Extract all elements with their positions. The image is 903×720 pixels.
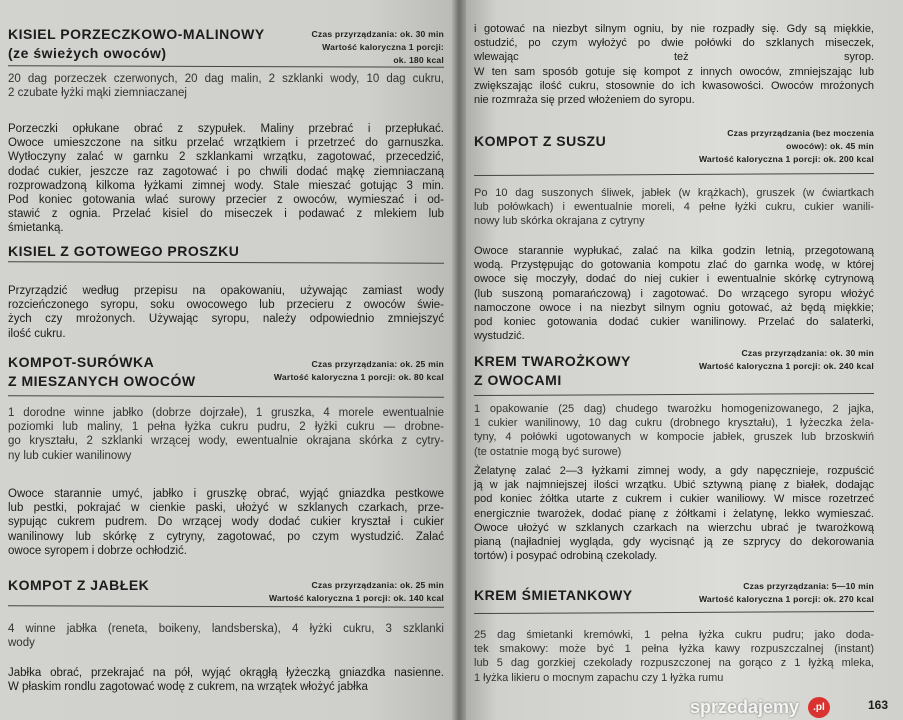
recipe-title bbox=[8, 242, 239, 261]
recipe-title-line: KREM ŚMIETANKOWY bbox=[474, 587, 633, 603]
recipe-method-line: Owoce ułożyć w szklanych czarkach na wierzchu ubrać je twarożkową bbox=[474, 521, 874, 534]
recipe-ingredients bbox=[474, 628, 874, 685]
recipe-meta bbox=[311, 28, 444, 67]
continued-method-line: W ten sam sposób gotuje się kompot z innych owoców, zmniejszając lub bbox=[474, 65, 874, 78]
recipe-title bbox=[474, 352, 631, 390]
recipe-title bbox=[8, 576, 149, 595]
recipe-title bbox=[474, 132, 606, 151]
recipe-method-line: Owoce starannie wypłukać, zalać na kilka godzin letnią, przegotowaną bbox=[474, 245, 874, 257]
continued-method bbox=[474, 22, 874, 107]
recipe-title-line: Z MIESZANYCH OWOCÓW bbox=[8, 373, 196, 389]
recipe-title bbox=[8, 353, 196, 391]
recipe-title-line: KOMPOT Z JABŁEK bbox=[8, 577, 150, 593]
recipe-ingredients-line: 20 dag porzeczek czerwonych, 20 dag malin, 2 szklanki wody, 10 dag cukru, bbox=[8, 73, 444, 85]
recipe-method-line: wystudzić. bbox=[474, 330, 525, 343]
recipe-method-line: Porzeczki opłukane obrać z szypułek. Maliny przebrać i przepłukać. bbox=[8, 123, 444, 135]
recipe-method-line: żych czy mrożonych. Używając syropu, należy odpowiednio zmniejszyć bbox=[8, 313, 444, 326]
recipe-method-line: ją w jak najmniejszej ilości wrzątku. Ubić sztywną pianę z białek, dodając bbox=[474, 479, 874, 492]
recipe-method-line: rozcieńczonego syropu, soku owocowego lub przecieru z owoców świe- bbox=[8, 299, 444, 312]
continued-method-line: ostudzić, po czym wyłożyć po dwie połówki do szklanych miseczek, bbox=[474, 37, 874, 50]
recipe-meta-line: Wartość kaloryczna 1 porcji: bbox=[322, 42, 444, 52]
recipe-meta bbox=[699, 347, 874, 373]
recipe-method bbox=[8, 487, 444, 558]
recipe-method-line: Owoce umieszczone na sitku przelać wrzątkiem i przetrzeć do garnuszka. bbox=[8, 137, 444, 150]
book-gutter bbox=[452, 0, 466, 720]
recipe-method-line: ilość cukru. bbox=[8, 327, 66, 340]
recipe-method-line: śmietanką. bbox=[8, 222, 64, 235]
recipe-method-line: pod koniec żółtka utarte z cukrem i cukier waniliowy. W misce rozetrzeć bbox=[474, 493, 874, 506]
recipe-ingredients-line: lub połówkach) i ewentualnie moreli, 4 pełne łyżki cukru, cukier wanili- bbox=[474, 201, 874, 214]
continued-method-line: nie rozmraża się przed włożeniem do syropu. bbox=[474, 94, 695, 107]
recipe-method-line: Jabłka obrać, przekrajać na pół, wyjąć okrągłą łyżeczką gniazdka nasienne. bbox=[8, 667, 444, 679]
recipe-meta bbox=[699, 127, 874, 166]
recipe-ingredients-line: 1 łyżka likieru o mocnym zapachu czy 1 łyżka rumu bbox=[474, 671, 724, 684]
watermark-badge: .pl bbox=[808, 697, 830, 718]
recipe-meta-line: Wartość kaloryczna 1 porcji: ok. 240 kcal bbox=[698, 361, 874, 371]
recipe-meta-line: Wartość kaloryczna 1 porcji: ok. 200 kcal bbox=[698, 154, 874, 164]
recipe-meta-line: Czas przyrządzania: ok. 30 min bbox=[311, 29, 444, 39]
recipe-title-line: KOMPOT Z SUSZU bbox=[474, 133, 607, 149]
recipe-method-line: owoce syropem i dobrze ochłodzić. bbox=[8, 544, 187, 557]
page-number: 163 bbox=[868, 698, 889, 712]
recipe-meta-line: Czas przyrządzania (bez moczenia bbox=[727, 128, 874, 138]
recipe-meta bbox=[274, 358, 444, 384]
recipe-meta-line: Wartość kaloryczna 1 porcji: ok. 80 kcal bbox=[273, 372, 444, 382]
recipe-ingredients-line: tyny, 4 połówki ugotowanych w kompocie jabłek, gruszek lub brzoskwiń bbox=[474, 431, 874, 444]
recipe-method-line: sypując cukrem pudrem. Do wrzącej wody dodać cukier kryształ i cukier bbox=[8, 516, 444, 529]
recipe-title-line: KOMPOT-SURÓWKA bbox=[8, 354, 155, 370]
recipe-meta-line: Czas przyrządzania: ok. 25 min bbox=[311, 580, 444, 590]
recipe-ingredients-line: 1 cukier wanilinowy, 10 dag cukru (drobnego kryształu), 1 łyżeczka żela- bbox=[474, 417, 874, 430]
recipe-method-line: (lub suszoną pomarańczową) i zagotować. Do wrzącego syropu włożyć bbox=[474, 287, 874, 300]
recipe-meta-line: ok. 180 kcal bbox=[393, 55, 444, 65]
recipe-method-line: tortów) i posypać odrobiną czekolady. bbox=[474, 550, 658, 563]
recipe-ingredients-line: go kryształu, 2 szklanki wrzącej wody, ewentualnie okrajana skórka z cytry- bbox=[8, 435, 444, 448]
recipe-title bbox=[474, 586, 633, 605]
watermark-logo: sprzedajemy bbox=[690, 697, 800, 717]
recipe-ingredients bbox=[8, 406, 444, 463]
recipe-title-line: KISIEL PORZECZKOWO-MALINOWY bbox=[8, 26, 265, 42]
recipe-ingredients-line: 25 dag śmietanki kremówki, 1 pełna łyżka cukru pudru; jako doda- bbox=[474, 629, 874, 641]
recipe-title-line: KREM TWAROŻKOWY bbox=[474, 353, 631, 369]
recipe-method-line: pod koniec gotowania dodać cukier wanilinowy. Przelać do salaterki, bbox=[474, 316, 874, 329]
recipe-method-line: Przyrządzić według przepisu na opakowaniu, używając zamiast wody bbox=[8, 285, 444, 297]
recipe-method bbox=[474, 244, 874, 343]
recipe-method-line: dodać cukier, jeszcze raz zagotować i po chwili dodać mąkę ziemniaczaną bbox=[8, 165, 444, 178]
recipe-ingredients bbox=[8, 72, 444, 100]
recipe-method-line: Pod koniec gotowania wlać surowy przecier z owoców, wymieszać i od- bbox=[8, 194, 444, 207]
recipe-title bbox=[8, 25, 265, 63]
continued-method-line: zwiększając ilość cukru, stosownie do ich kwasowości. Owoców mrożonych bbox=[474, 79, 874, 92]
continued-method-line: wlewając też syrop. bbox=[474, 51, 874, 64]
recipe-ingredients-line: 1 dorodne winne jabłko (dobrze dojrzałe), 1 gruszka, 4 morele ewentualnie bbox=[8, 407, 444, 419]
recipe-method-line: rozprowadzoną kilkoma łyżkami zimnej wody. Stale mieszać gotując 3 min. bbox=[8, 179, 444, 192]
recipe-method-line: energicznie twarożek, dodać pianę z żółtkami i żelatynę, lekko wymieszać. bbox=[474, 507, 874, 520]
recipe-title-line: KISIEL Z GOTOWEGO PROSZKU bbox=[8, 243, 240, 259]
recipe-ingredients-line: 1 opakowanie (25 dag) chudego twarożku homogenizowanego, 2 jajka, bbox=[474, 403, 874, 415]
recipe-meta bbox=[269, 579, 444, 605]
recipe-ingredients-line: ny lub cukier wanilinowy bbox=[8, 449, 132, 462]
recipe-method-line: wanilinowy lub skórkę z cytryny, zagotować, po czym wystudzić. Zalać bbox=[8, 530, 444, 543]
recipe-ingredients-line: tek smakowy: może być 1 pełna łyżka kawy rozpuszczalnej (instant) bbox=[474, 643, 874, 656]
recipe-meta-line: Czas przyrządzania: ok. 30 min bbox=[741, 348, 874, 358]
recipe-ingredients-line: 2 czubate łyżki mąki ziemniaczanej bbox=[8, 87, 187, 100]
recipe-method bbox=[8, 284, 444, 341]
recipe-ingredients-line: lub 5 dag gorzkiej czekolady rozpuszczonej na gorąco z 1 łyżką mleka, bbox=[474, 657, 874, 670]
recipe-meta-line: Czas przyrządzania: 5—10 min bbox=[743, 581, 874, 591]
recipe-meta-line: Wartość kaloryczna 1 porcji: ok. 140 kcal bbox=[268, 593, 444, 603]
continued-method-line: i gotować na niezbyt silnym ogniu, by nie rozpadły się. Gdy są miękkie, bbox=[474, 23, 874, 35]
recipe-method-line: stawić z ognia. Przelać kisiel do miseczek i podawać z mlekiem lub bbox=[8, 208, 444, 221]
recipe-ingredients bbox=[474, 402, 874, 459]
recipe-title-line: (ze świeżych owoców) bbox=[8, 45, 167, 61]
recipe-method bbox=[8, 666, 444, 694]
recipe-method-line: W płaskim rondlu zagotować wodę z cukrem, na wrzątek włożyć jabłka bbox=[8, 681, 368, 694]
recipe-method bbox=[8, 122, 444, 236]
recipe-ingredients bbox=[474, 186, 874, 229]
recipe-meta-line: Czas przyrządzania: ok. 25 min bbox=[311, 359, 444, 369]
recipe-meta-line: owoców): ok. 45 min bbox=[786, 141, 874, 151]
recipe-ingredients-line: (te ostatnie mogą być surowe) bbox=[474, 445, 622, 458]
recipe-method-line: lub pestki, pokrajać w cienkie paski, ułożyć w szklanych czarkach, prze- bbox=[8, 502, 444, 515]
recipe-ingredients-line: Po 10 dag suszonych śliwek, jabłek (w krążkach), gruszek (w ćwiartkach bbox=[474, 187, 874, 199]
recipe-method-line: pianą (najładniej wygląda, gdy wycisnąć ją ze szprycy do dekorowania bbox=[474, 536, 874, 549]
recipe-method-line: Owoce starannie umyć, jabłko i gruszkę obrać, wyjąć gniazdka pestkowe bbox=[8, 488, 444, 500]
recipe-method bbox=[474, 464, 874, 563]
recipe-ingredients bbox=[8, 622, 444, 650]
recipe-method-line: Żelatynę zalać 2—3 łyżkami zimnej wody, a gdy napęcznieje, rozpuścić bbox=[474, 465, 874, 477]
recipe-ingredients-line: 4 winne jabłka (reneta, boikeny, landsberska), 4 łyżki cukru, 3 szklanki bbox=[8, 623, 444, 635]
recipe-method-line: wodą. Przystępując do gotowania kompotu zlać do garnka wodę, w której bbox=[474, 259, 874, 272]
recipe-meta-line: Wartość kaloryczna 1 porcji: ok. 270 kcal bbox=[698, 594, 874, 604]
recipe-title-line: Z OWOCAMI bbox=[474, 372, 562, 388]
recipe-ingredients-line: nowy lub skórka okrajana z cytryny bbox=[474, 215, 645, 228]
recipe-ingredients-line: poziomki lub maliny, 1 pełna łyżka cukru pudru, 2 łyżki cukru — drobne- bbox=[8, 421, 444, 434]
recipe-meta bbox=[699, 580, 874, 606]
recipe-method-line: namoczone owoce i na niezbyt silnym ogniu gotować, aż będą miękkie; bbox=[474, 301, 874, 314]
recipe-method-line: Wytłoczyny zalać w garnku 2 szklankami wrzątku, zagotować, przecedzić, bbox=[8, 151, 444, 164]
recipe-ingredients-line: wody bbox=[8, 637, 35, 650]
recipe-method-line: owoce się moczyły, dodać do niej cukier i ewentualnie skórkę cytrynową bbox=[474, 273, 874, 286]
